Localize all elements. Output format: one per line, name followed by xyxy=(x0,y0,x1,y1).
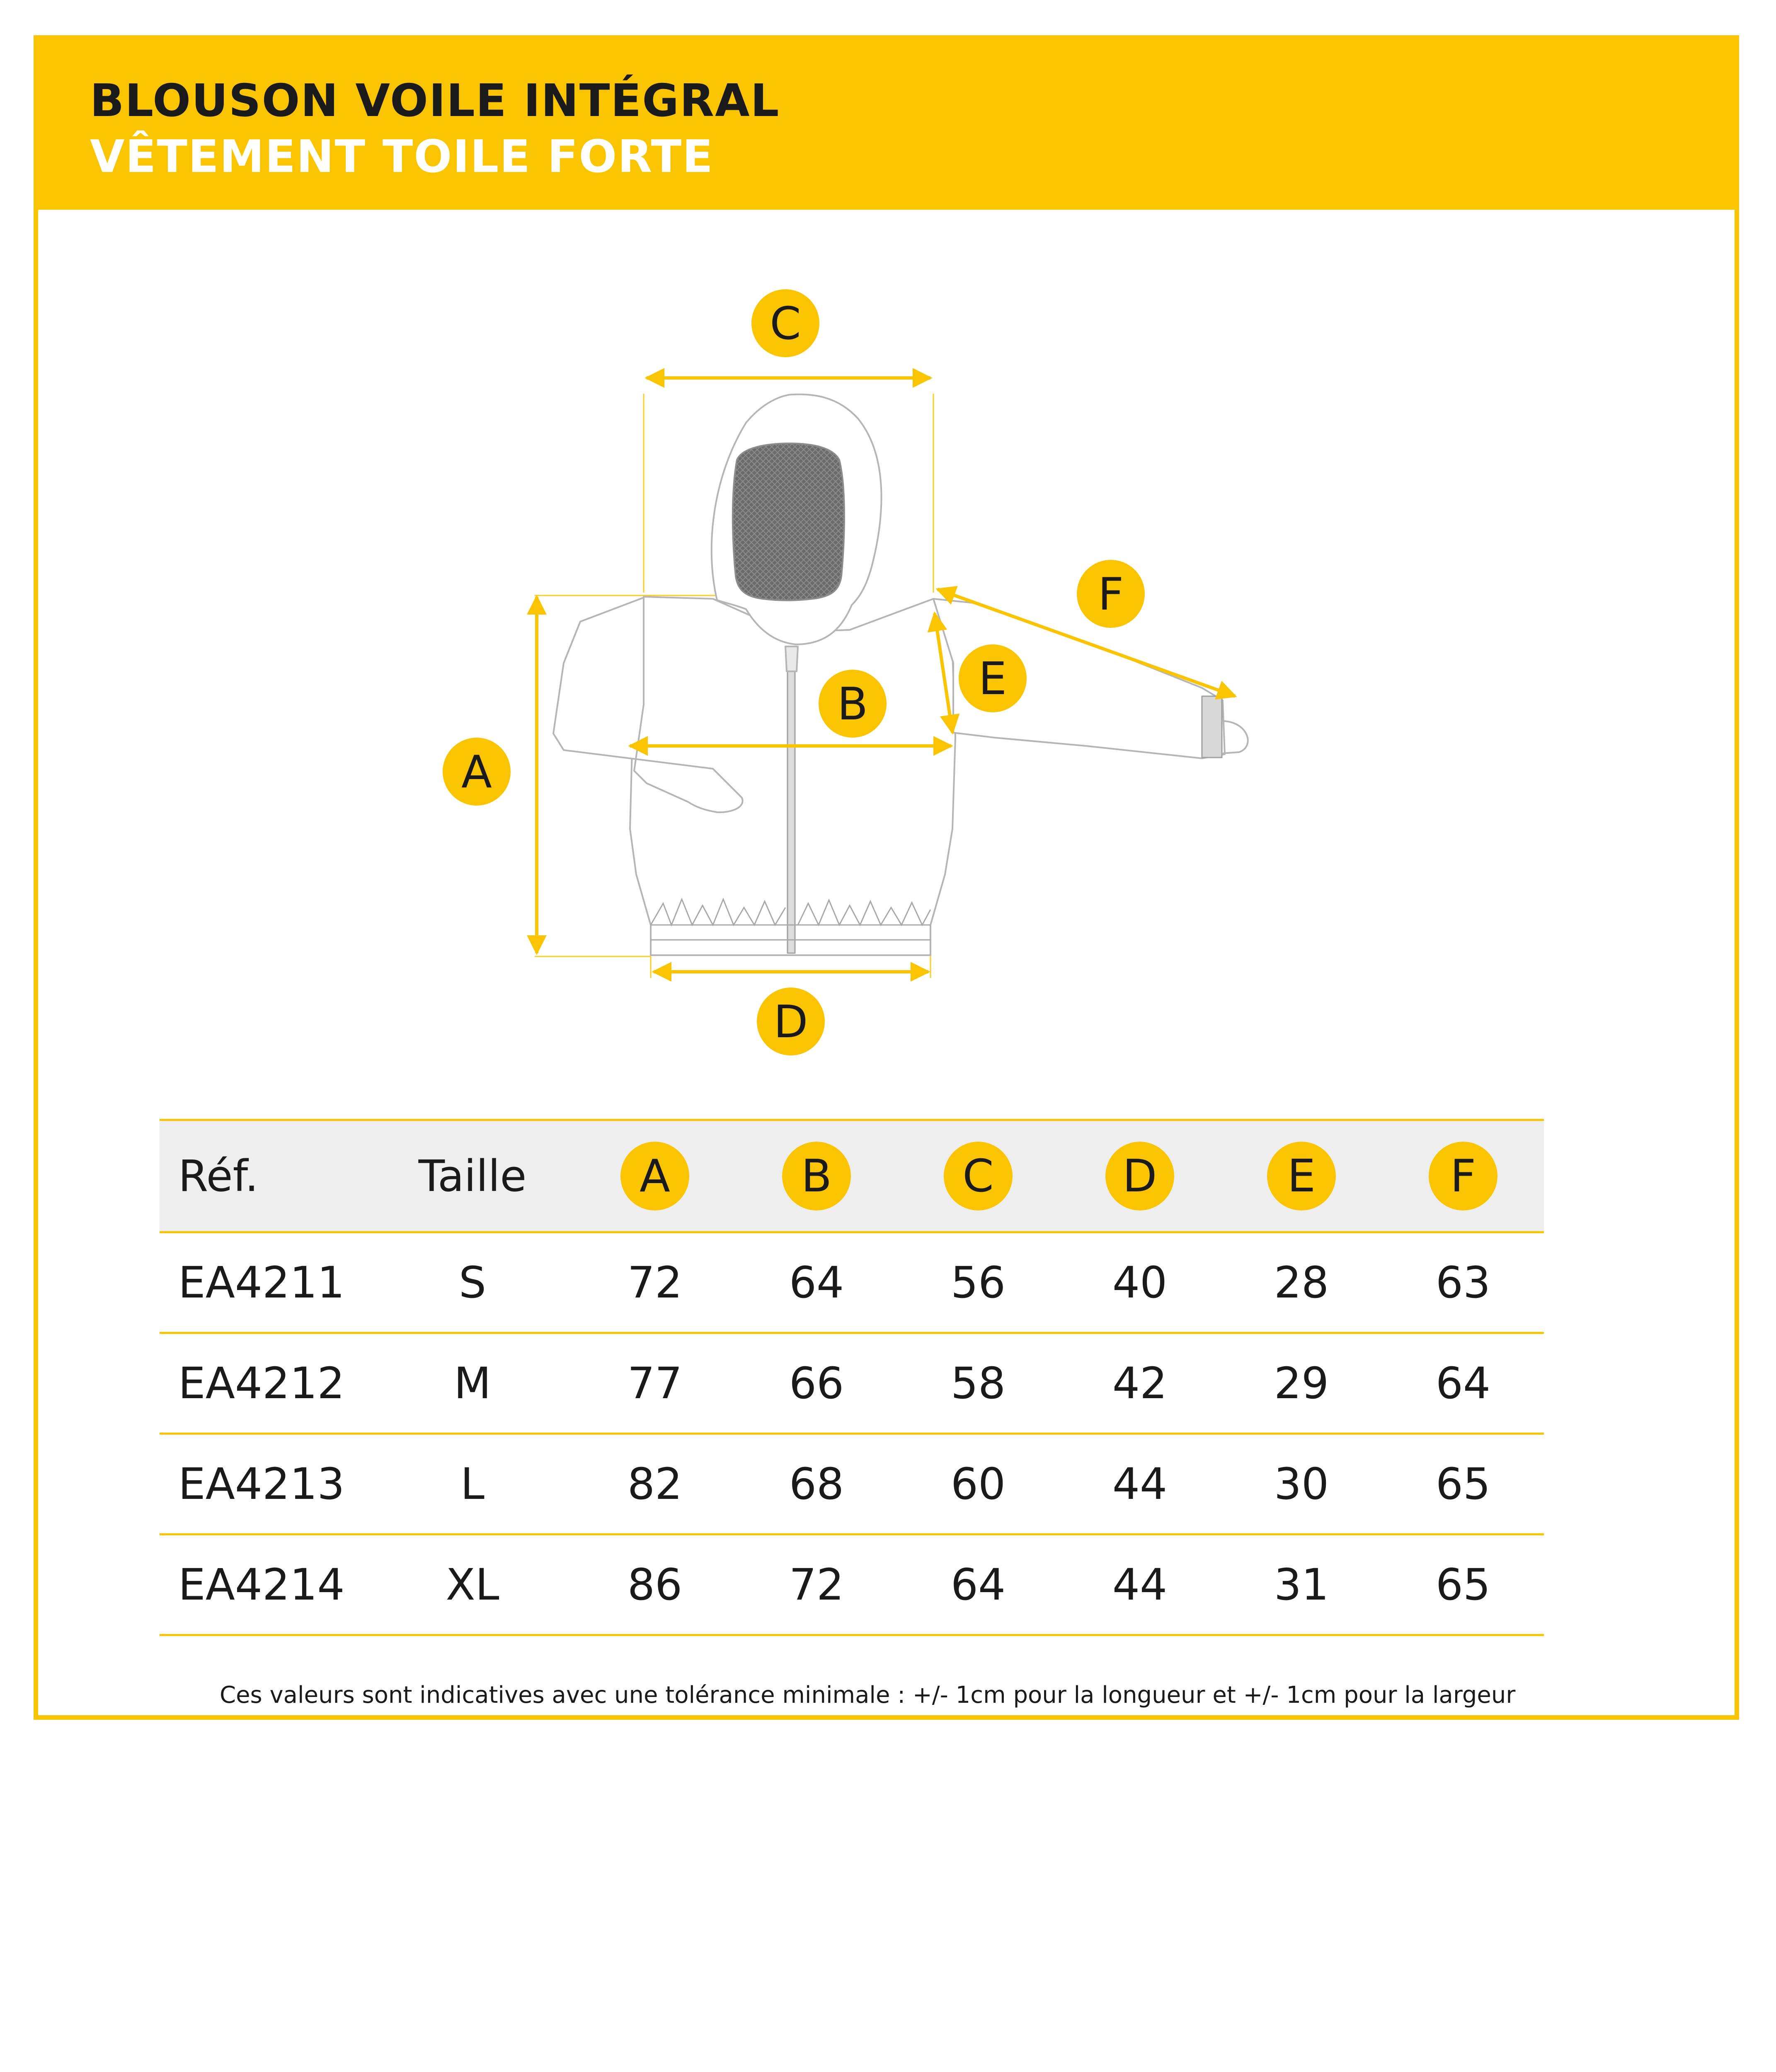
cell-size: L xyxy=(460,1459,485,1509)
header-f xyxy=(1428,1121,1498,1231)
badge-d-label: D xyxy=(773,996,808,1048)
badge-a-label: A xyxy=(461,746,492,798)
badge-b-label: B xyxy=(837,678,868,730)
header-c-badge: C xyxy=(944,1142,1013,1210)
cell-d: 42 xyxy=(1112,1358,1168,1409)
cell-b: 72 xyxy=(789,1559,844,1610)
size-table xyxy=(160,1119,1544,1636)
header-e-badge: E xyxy=(1267,1142,1336,1210)
cell-ref: EA4212 xyxy=(178,1358,345,1409)
cell-b: 64 xyxy=(789,1257,844,1308)
cell-e: 28 xyxy=(1274,1257,1329,1308)
cell-a: 86 xyxy=(627,1559,683,1610)
cell-size: XL xyxy=(446,1559,499,1610)
cell-d: 40 xyxy=(1112,1257,1168,1308)
table-header-row xyxy=(160,1119,1544,1233)
cell-e: 31 xyxy=(1274,1559,1329,1610)
header-ref: Réf. xyxy=(178,1151,259,1201)
table-row xyxy=(160,1334,1544,1435)
cell-a: 72 xyxy=(627,1257,683,1308)
cell-e: 30 xyxy=(1274,1459,1329,1509)
cell-ref: EA4213 xyxy=(178,1459,345,1509)
cell-ref: EA4211 xyxy=(178,1257,345,1308)
header-size: Taille xyxy=(418,1151,527,1201)
product-title: BLOUSON VOILE INTÉGRAL xyxy=(90,75,780,127)
cell-b: 66 xyxy=(789,1358,844,1409)
table-row xyxy=(160,1233,1544,1334)
badge-c-label: C xyxy=(770,298,801,350)
jacket-outline xyxy=(553,395,1248,955)
header-a-badge: A xyxy=(620,1142,689,1210)
cell-f: 64 xyxy=(1435,1358,1491,1409)
cell-c: 64 xyxy=(950,1559,1006,1610)
header-d-badge: D xyxy=(1105,1142,1174,1210)
cell-a: 82 xyxy=(627,1459,683,1509)
cell-e: 29 xyxy=(1274,1358,1329,1409)
table-row xyxy=(160,1535,1544,1636)
cell-f: 65 xyxy=(1435,1559,1491,1610)
cell-f: 65 xyxy=(1435,1459,1491,1509)
badge-e-label: E xyxy=(978,653,1007,705)
header-b-badge: B xyxy=(782,1142,851,1210)
cell-d: 44 xyxy=(1112,1459,1168,1509)
cell-size: S xyxy=(458,1257,486,1308)
cell-b: 68 xyxy=(789,1459,844,1509)
cell-a: 77 xyxy=(627,1358,683,1409)
header-e xyxy=(1266,1121,1337,1231)
header-f-badge: F xyxy=(1429,1142,1497,1210)
badge-f-label: F xyxy=(1098,569,1124,620)
cell-c: 60 xyxy=(950,1459,1006,1509)
cell-f: 63 xyxy=(1435,1257,1491,1308)
product-subtitle: VÊTEMENT TOILE FORTE xyxy=(90,131,714,183)
header-c xyxy=(943,1121,1013,1231)
header-a xyxy=(620,1121,690,1231)
cell-c: 56 xyxy=(950,1257,1006,1308)
cell-c: 58 xyxy=(950,1358,1006,1409)
header-b xyxy=(781,1121,852,1231)
header-d xyxy=(1105,1121,1175,1231)
table-row xyxy=(160,1435,1544,1535)
cell-ref: EA4214 xyxy=(178,1559,345,1610)
cell-size: M xyxy=(454,1358,491,1409)
cell-d: 44 xyxy=(1112,1559,1168,1610)
tolerance-note: Ces valeurs sont indicatives avec une tolérance minimale : +/- 1cm pour la longueur et +/- 1cm pour la largeur xyxy=(220,1682,1516,1709)
